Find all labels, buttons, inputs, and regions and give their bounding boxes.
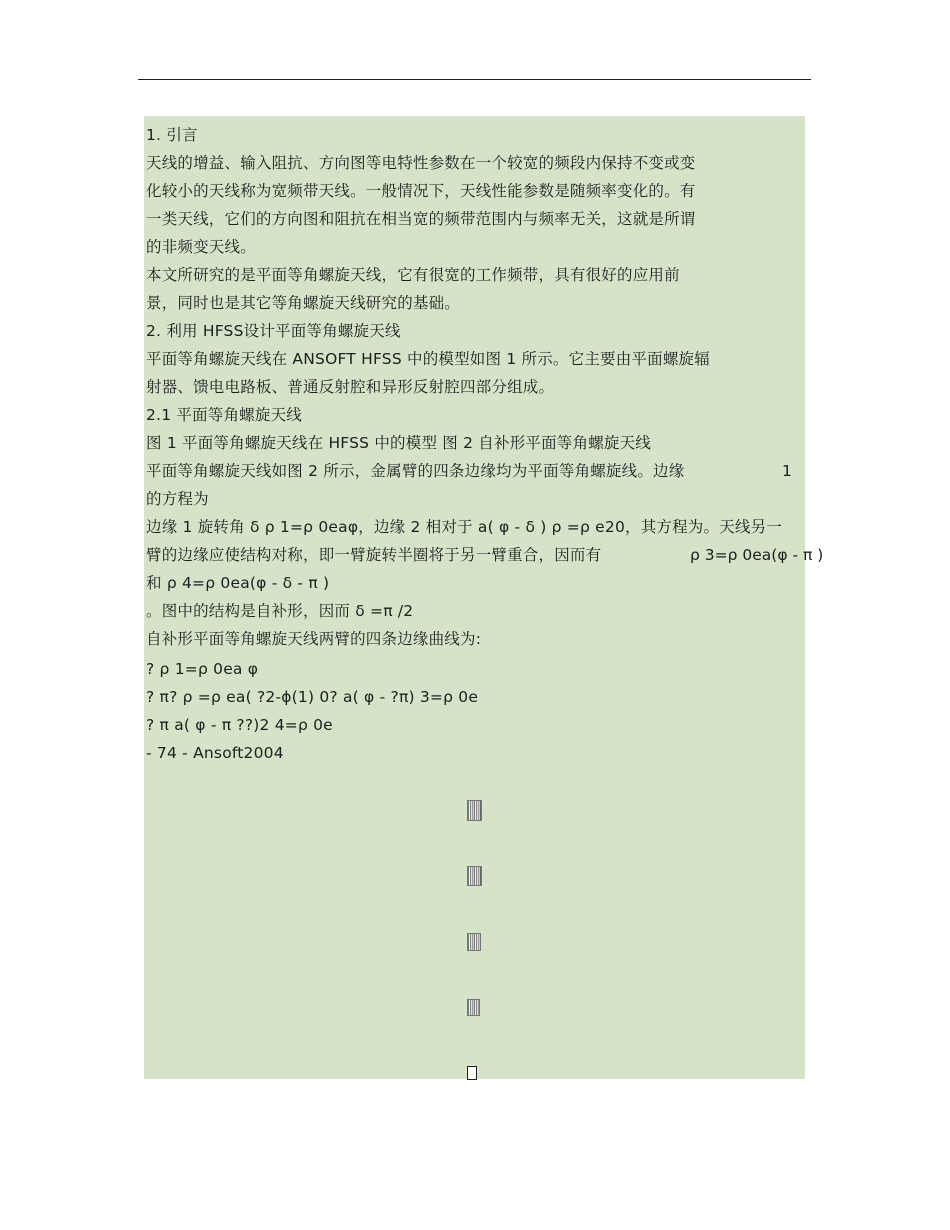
paragraph-line: 天线的增益、输入阻抗、方向图等电特性参数在一个较宽的频段内保持不变或变 bbox=[146, 154, 696, 172]
paragraph-line: 平面等角螺旋天线如图 2 所示，金属臂的四条边缘均为平面等角螺旋线。边缘 bbox=[146, 462, 685, 480]
paragraph-line: 化较小的天线称为宽频带天线。一般情况下，天线性能参数是随频率变化的。有 bbox=[146, 182, 696, 200]
paragraph-line: 本文所研究的是平面等角螺旋天线，它有很宽的工作频带，具有很好的应用前 bbox=[146, 266, 680, 284]
paragraph-line: 自补形平面等角螺旋天线两臂的四条边缘曲线为: bbox=[146, 630, 482, 648]
paragraph-line: 的非频变天线。 bbox=[146, 238, 256, 256]
broken-glyph-image bbox=[467, 999, 480, 1016]
paragraph-line: 的方程为 bbox=[146, 490, 209, 508]
page-footer: - 74 - Ansoft2004 bbox=[146, 744, 284, 762]
equation-line: 边缘 1 旋转角 δ ρ 1=ρ 0eaφ，边缘 2 相对于 a( φ - δ ) ρ =ρ e20，其方程为。天线另一 bbox=[146, 518, 783, 536]
section-heading-intro: 1. 引言 bbox=[146, 126, 198, 144]
broken-glyph-image bbox=[467, 866, 482, 886]
equation-line: ? π a( φ - π ??)2 4=ρ 0e bbox=[146, 716, 333, 734]
paragraph-line: 景，同时也是其它等角螺旋天线研究的基础。 bbox=[146, 294, 461, 312]
edge-number: 1 bbox=[782, 462, 792, 480]
missing-glyph-box bbox=[467, 1066, 477, 1080]
figure-captions: 图 1 平面等角螺旋天线在 HFSS 中的模型 图 2 自补形平面等角螺旋天线 bbox=[146, 434, 651, 452]
broken-glyph-image bbox=[467, 933, 481, 951]
paragraph-line: 。图中的结构是自补形，因而 δ =π /2 bbox=[146, 602, 414, 620]
section-heading-2-1: 2.1 平面等角螺旋天线 bbox=[146, 406, 302, 424]
paragraph-line: 射器、馈电电路板、普通反射腔和异形反射腔四部分组成。 bbox=[146, 378, 555, 396]
equation-line: 和 ρ 4=ρ 0ea(φ - δ - π ) bbox=[146, 574, 330, 592]
paragraph-line: 平面等角螺旋天线在 ANSOFT HFSS 中的模型如图 1 所示。它主要由平面螺旋辐 bbox=[146, 350, 710, 368]
equation-line: ? π? ρ =ρ ea( ?2-ϕ(1) 0? a( φ - ?π) 3=ρ 0e bbox=[146, 688, 479, 706]
equation-line: ? ρ 1=ρ 0ea φ bbox=[146, 660, 259, 678]
rho3-equation: ρ 3=ρ 0ea(φ - π ) bbox=[690, 546, 824, 564]
paragraph-line: 一类天线，它们的方向图和阻抗在相当宽的频带范围内与频率无关，这就是所谓 bbox=[146, 210, 696, 228]
section-heading-hfss: 2. 利用 HFSS设计平面等角螺旋天线 bbox=[146, 322, 401, 340]
paragraph-line: 臂的边缘应使结构对称，即一臂旋转半圈将于另一臂重合，因而有 bbox=[146, 546, 602, 564]
header-rule bbox=[138, 79, 811, 80]
broken-glyph-image bbox=[467, 800, 482, 821]
